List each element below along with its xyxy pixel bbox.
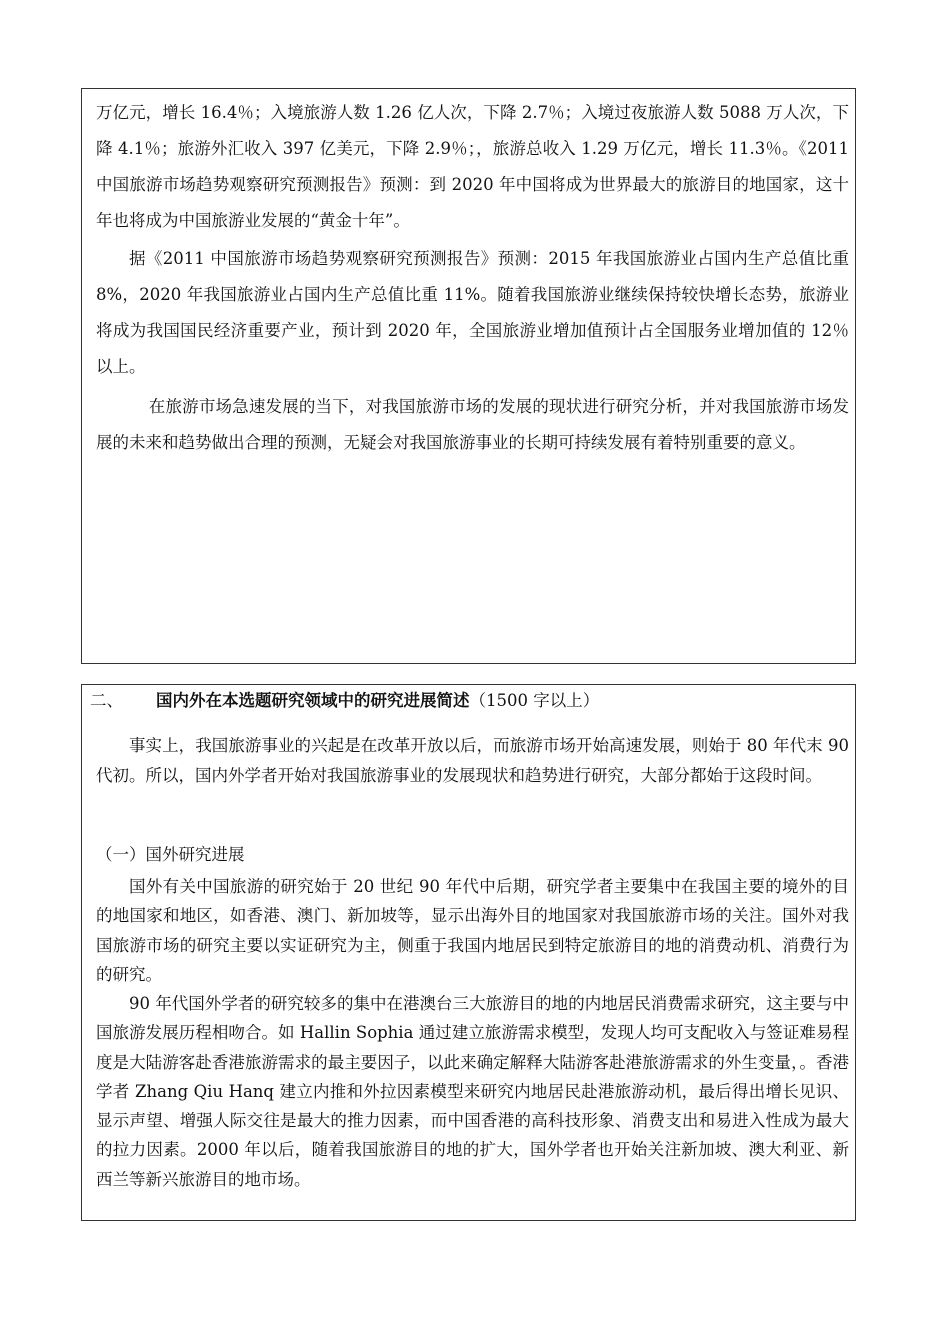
section-title: 国内外在本选题研究领域中的研究进展简述	[156, 691, 470, 710]
section-two-box	[81, 684, 856, 1221]
section-one-paragraph: 万亿元，增长 16.4％；入境旅游人数 1.26 亿人次，下降 2.7％；入境过夜旅游人数 5088 万人次，下降 4.1％；旅游外汇收入 397 亿美元，下降 2.9％；，旅游总收入 1.29 万亿元，增长 11.3％。《2011 中国旅游市场趋势观察研究预测报告》预测：到 2020 年中国将成为世界最大的旅游目的地国家，这十年也将成为中国旅游业发展的“黄金十年”。	[96, 103, 850, 230]
section-note: （1500 字以上）	[469, 691, 600, 710]
section-one-paragraph: 据《2011 中国旅游市场趋势观察研究预测报告》预测：2015 年我国旅游业占国内生产总值比重 8%，2020 年我国旅游业占国内生产总值比重 11%。随着我国旅游业继续保持较快增长态势，旅游业将成为我国国民经济重要产业，预计到 2020 年，全国旅游业增加值预计占全国服务业增加值的 12％以上。	[96, 249, 849, 376]
section-heading	[90, 687, 850, 715]
section-number: 二、	[90, 691, 123, 710]
section-one-box	[81, 88, 856, 664]
section-one-paragraph: 在旅游市场急速发展的当下，对我国旅游市场的发展的现状进行研究分析，并对我国旅游市场发展的未来和趋势做出合理的预测，无疑会对我国旅游事业的长期可持续发展有着特别重要的意义。	[96, 397, 849, 452]
subheading: （一）国外研究进展	[96, 845, 245, 864]
section-two-paragraph: 90 年代国外学者的研究较多的集中在港澳台三大旅游目的地的内地居民消费需求研究，这主要与中国旅游发展历程相吻合。如 Hallin Sophia 通过建立旅游需求模型，发现人均可支配收入与签证难易程度是大陆游客赴香港旅游需求的最主要因子，以此来确定解释大陆游客赴港旅游需求的外生变量，。香港学者 Zhang Qiu Hanq 建立内推和外拉因素模型来研究内地居民赴港旅游动机，最后得出增长见识、显示声望、增强人际交往是最大的推力因素，而中国香港的高科技形象、消费支出和易进入性成为最大的拉力因素。2000 年以后，随着我国旅游目的地的扩大，国外学者也开始关注新加坡、澳大利亚、新西兰等新兴旅游目的地市场。	[96, 994, 849, 1189]
section-two-paragraph: 国外有关中国旅游的研究始于 20 世纪 90 年代中后期，研究学者主要集中在我国主要的境外的目的地国家和地区，如香港、澳门、新加坡等，显示出海外目的地国家对我国旅游市场的关注。国外对我国旅游市场的研究主要以实证研究为主，侧重于我国内地居民到特定旅游目的地的消费动机、消费行为的研究。	[96, 877, 849, 984]
section-intro-paragraph: 事实上，我国旅游事业的兴起是在改革开放以后，而旅游市场开始高速发展，则始于 80 年代末 90 代初。所以，国内外学者开始对我国旅游事业的发展现状和趋势进行研究，大部分都始于这段时间。	[96, 736, 849, 785]
